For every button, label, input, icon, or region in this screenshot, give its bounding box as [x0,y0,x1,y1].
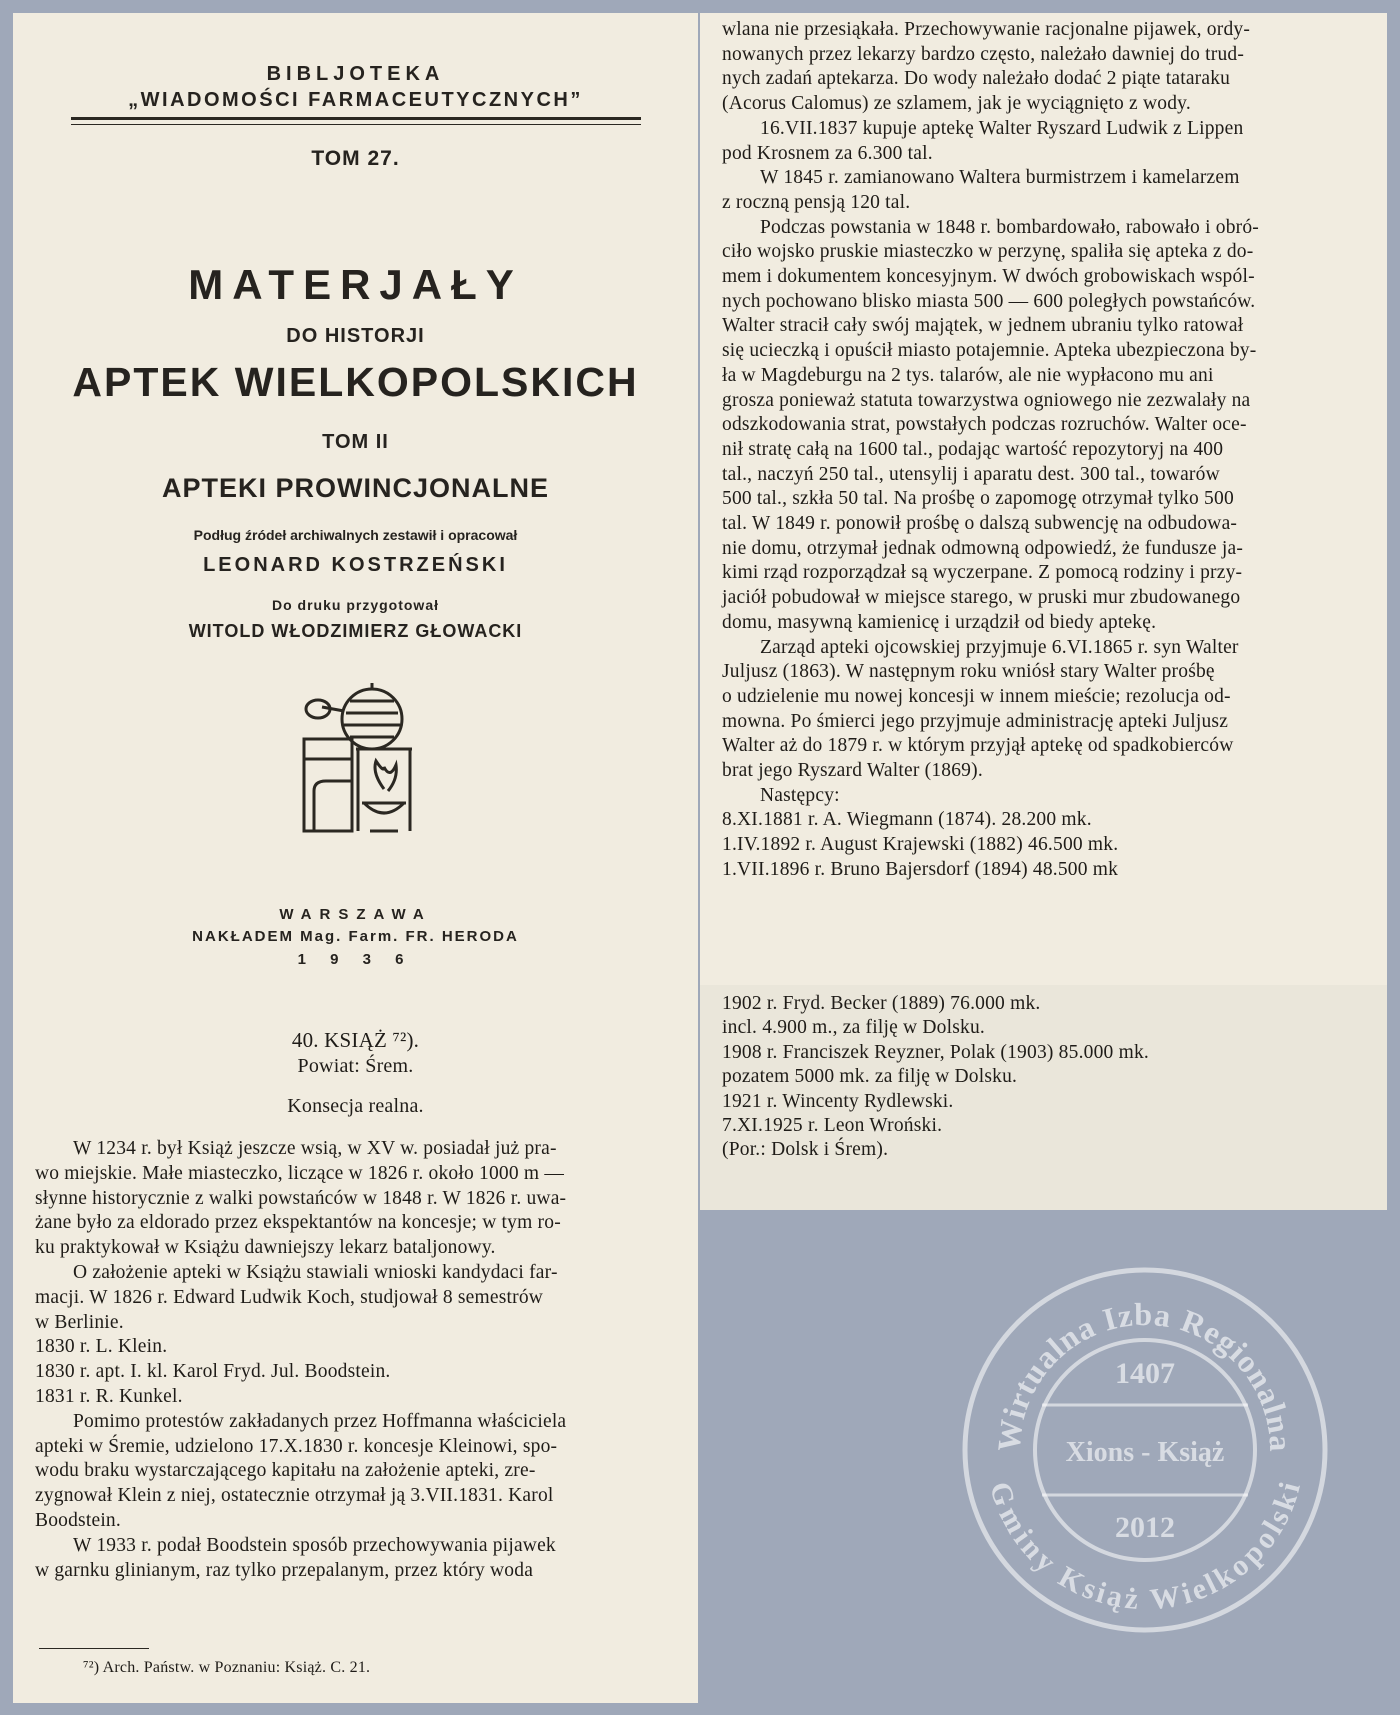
text-line: Walter aż do 1879 r. w którym przyjął aptekę od spadkobierców [722,735,1234,757]
text-line: apteki w Śremie, udzielono 17.X.1830 r. koncesje Kleinowi, spo- [35,1435,558,1457]
series-line-1: BIBLJOTEKA [266,63,445,85]
text-line: 1.VII.1896 r. Bruno Bajersdorf (1894) 48.500 mk [722,858,1119,880]
text-line: 7.XI.1925 r. Leon Wroński. [722,1115,943,1136]
text-line: zygnował Klein z niej, ostatecznie otrzymał ją 3.VII.1831. Karol [35,1485,554,1507]
text-line: 1830 r. apt. I. kl. Karol Fryd. Jul. Boodstein. [35,1361,391,1383]
text-line: W 1234 r. był Książ jeszcze wsią, w XV w. posiadał już pra- [73,1138,557,1159]
text-line: o udzielenie mu nowej koncesji w innem mieście; rezolucja od- [722,685,1231,707]
part-title: APTEKI PROWINCJONALNE [161,473,550,503]
text-line: (Por.: Dolsk i Śrem). [722,1139,889,1161]
text-line: słynne historycznie z walki powstańców w 1848 r. W 1826 r. uwa- [35,1187,567,1209]
right-column-continuation [700,985,1387,1210]
series-line-2: „WIADOMOŚCI FARMACEUTYCZNYCH” [128,89,583,111]
main-title: MATERJAŁY [188,261,523,308]
text-line: incl. 4.900 m., za filję w Dolsku. [722,1017,985,1039]
text-line: nie domu, otrzymał jednak odmowną odpowiedź, że fundusze ja- [722,537,1244,559]
stamp-top-text: Wirtualna Izba Regionalna [990,1295,1300,1454]
text-line: 1831 r. R. Kunkel. [35,1386,183,1407]
text-line: żane było za eldorado przez ekspektantów na koncesje; w tym ro- [35,1212,561,1234]
text-line: 8.XI.1881 r. A. Wiegmann (1874). 28.200 mk. [722,809,1092,831]
text-line: 1902 r. Fryd. Becker (1889) 76.000 mk. [722,993,1041,1014]
text-line: mowna. Po śmierci jego przyjmuje administrację apteki Juljusz [722,710,1229,732]
text-line: Podczas powstania w 1848 r. bombardowało, rabowało i obró- [760,216,1259,238]
alembic-emblem-icon [300,681,420,841]
text-line: 16.VII.1837 kupuje aptekę Walter Ryszard Ludwik z Lippen [760,117,1244,139]
text-line: Następcy: [760,784,840,806]
text-line: nowanych przez lekarzy bardzo często, należało dawniej do trud- [722,43,1245,65]
footnote-rule [39,1648,149,1649]
regional-museum-stamp [960,1265,1330,1635]
text-line: brat jego Ryszard Walter (1869). [722,760,983,781]
stamp-year-top: 1407 [1115,1357,1175,1390]
text-line: 500 tal., szkła 50 tal. Na prośbę o zapomogę otrzymał tylko 500 [722,488,1234,510]
text-line: Juljusz (1863). W następnym roku wniósł stary Walter prośbę [722,661,1215,683]
editor-name: WITOLD WŁODZIMIERZ GŁOWACKI [188,621,523,641]
text-line: ła w Magdeburgu na 2 tys. talarów, ale nie wypłacono mu ani [722,364,1214,386]
compiled-by: Podług źródeł archiwalnych zestawił i opracował [193,527,518,543]
text-line: 1908 r. Franciszek Reyzner, Polak (1903) 85.000 mk. [722,1041,1149,1063]
text-line: Pomimo protestów zakładanych przez Hoffmanna właściciela [73,1410,567,1432]
text-line: ciło wojsko pruskie miasteczko w perzynę, spaliła się apteka z do- [722,241,1254,263]
stamp-center-text: Xions - Książ [1065,1437,1225,1468]
prepared-by: Do druku przygotował [272,597,439,613]
text-line: pod Krosnem za 6.300 tal. [722,142,933,164]
text-line: Boodstein. [35,1510,121,1531]
text-line: 1921 r. Wincenty Rydlewski. [722,1090,954,1112]
text-line: (Acorus Calomus) ze szlamem, jak je wyciągnięto z wody. [722,93,1191,115]
publication-year: 1 9 3 6 [297,951,414,968]
text-line: tal. W 1849 r. ponowił prośbę o dalszą subwencję na odbudowa- [722,513,1238,534]
text-line: z roczną pensją 120 tal. [722,191,911,213]
text-line: 1.IV.1892 r. August Krajewski (1882) 46.500 mk. [722,834,1119,856]
text-line: wo miejskie. Małe miasteczko, liczące w 1826 r. około 1000 m — [35,1162,565,1184]
left-column-text [13,998,698,1703]
concession-line: Konsecja realna. [287,1095,424,1117]
text-line: ku praktykował w Książu dawniejszy lekarz bataljonowy. [35,1237,496,1259]
text-line: mem i dokumentem koncesyjnym. W dwóch grobowiskach wspól- [722,266,1255,287]
entry-heading: 40. KSIĄŻ ⁷²). [291,1028,420,1052]
text-line: W 1933 r. podał Boodstein sposób przechowywania pijawek [73,1534,556,1556]
city: WARSZAWA [279,906,432,923]
right-column-text [700,13,1387,985]
subtitle-large: APTEK WIELKOPOLSKICH [72,359,639,405]
text-line: Zarząd apteki ojcowskiej przyjmuje 6.VI.1865 r. syn Walter [760,636,1239,658]
text-line: grosza ponieważ statuta towarzystwa ogniowego nie zezwalały na [722,389,1251,411]
footnote: ⁷²) Arch. Państw. w Poznaniu: Książ. C. 21. [83,1659,371,1676]
district-line: Powiat: Śrem. [297,1055,414,1077]
text-line: domu, masywną kamienicę i urządził od biedy aptekę. [722,611,1157,633]
text-line: nych zadań aptekarza. Do wody należało dodać 2 piąte tataraku [722,68,1231,90]
series-rule-thin [71,124,641,125]
svg-text:Gminy Książ Wielkopolski [983,1478,1307,1617]
text-line: jaciół pobudował w miejsce starego, w pruski mur zbudowanego [722,587,1241,609]
text-line: kimi rząd rozporządzał są wyczerpane. Z pomocą rodziny i przy- [722,562,1243,584]
publisher: NAKŁADEM Mag. Farm. FR. HERODA [192,928,519,945]
text-line: nił stratę całą na 1600 tal., podając wartość repozytoryj na 400 [722,438,1224,460]
text-line: O założenie apteki w Książu stawiali wnioski kandydaci far- [73,1262,558,1283]
stamp-bottom-text: Gminy Książ Wielkopolski [982,1478,1308,1617]
text-line: W 1845 r. zamianowano Waltera burmistrzem i kamelarzem [760,167,1240,189]
text-line: w garnku glinianym, raz tylko przepalanym, przez który woda [35,1559,534,1581]
text-line: Walter stracił cały swój majątek, w jednem ubraniu tylko ratował [722,315,1244,337]
series-rule [71,117,641,120]
text-line: nych pochowano blisko miasta 500 — 600 poległych powstańców. [722,290,1256,312]
part-label: TOM II [322,431,389,453]
text-line: pozatem 5000 mk. za filję w Dolsku. [722,1066,1018,1088]
volume-label: TOM 27. [311,147,400,170]
text-line: się ucieczką i opuścił miasto potajemnie. Apteka ubezpieczona by- [722,340,1257,362]
text-line: tal., naczyń 250 tal., utensylij i aparatu dest. 300 tal., towarów [722,463,1220,485]
text-line: odszkodowania strat, powstałych podczas rozruchów. Walter oce- [722,414,1247,436]
author-name: LEONARD KOSTRZEŃSKI [203,554,508,576]
text-line: wodu braku wystarczającego kapitału na założenie apteki, zre- [35,1460,536,1482]
text-line: macji. W 1826 r. Edward Ludwik Koch, studjował 8 semestrów [35,1286,544,1308]
text-line: 1830 r. L. Klein. [35,1336,168,1358]
text-line: wlana nie przesiąkała. Przechowywanie racjonalne pijawek, ordy- [722,19,1251,40]
title-page [13,13,698,998]
subtitle-small: DO HISTORJI [286,325,425,347]
stamp-year-bottom: 2012 [1115,1511,1175,1544]
text-line: w Berlinie. [35,1311,124,1333]
